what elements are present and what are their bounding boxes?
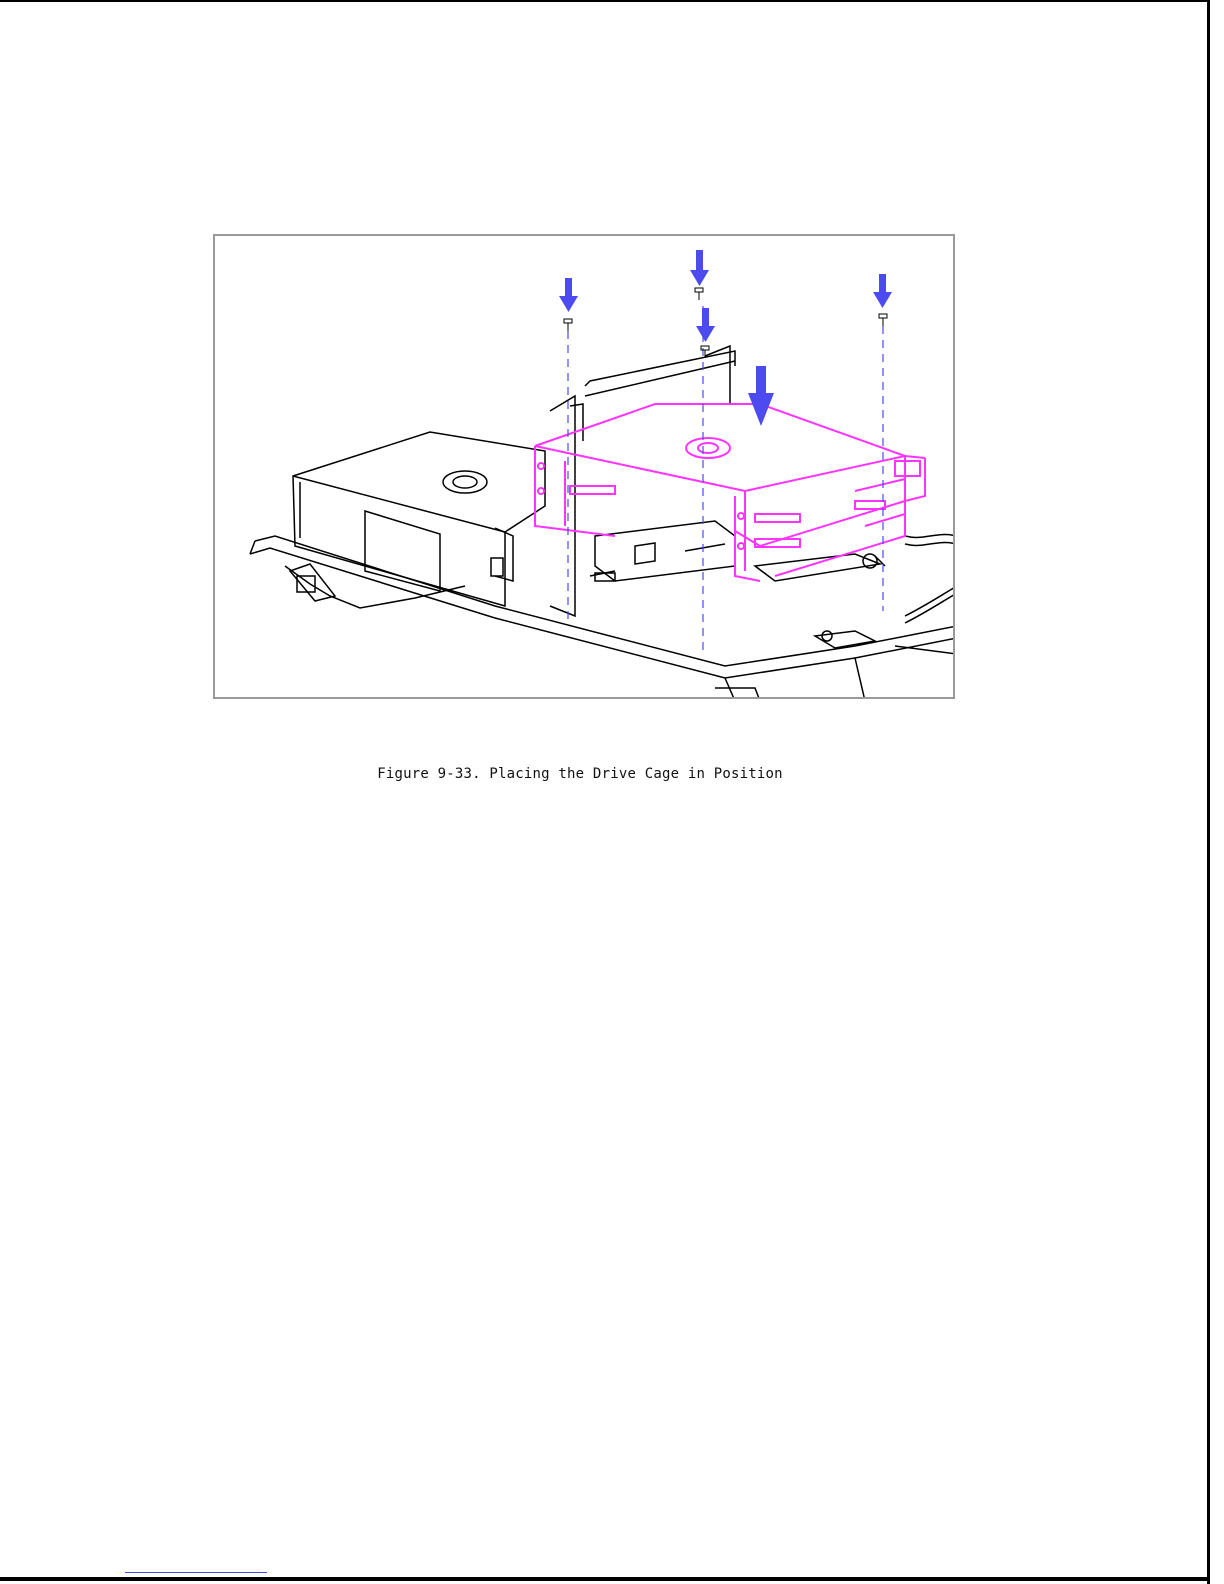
- down-arrow-icon: [690, 250, 709, 286]
- right-border: [1207, 0, 1210, 1584]
- screw-icon: [695, 288, 703, 300]
- drive-cage-installation-illustration: [215, 236, 955, 699]
- chassis-tray: [250, 536, 955, 699]
- memory-board: [755, 554, 880, 581]
- screw-icon: [564, 319, 572, 331]
- rear-bracket: [550, 346, 735, 616]
- down-arrow-icon: [873, 274, 892, 308]
- down-arrow-icon: [696, 308, 715, 342]
- floppy-drive: [293, 432, 545, 606]
- bottom-border: [0, 1577, 1210, 1581]
- lower-drive: [590, 521, 735, 581]
- figure-frame: [213, 234, 955, 699]
- screw-icon: [879, 314, 887, 326]
- top-border: [0, 0, 1210, 2]
- alignment-lines: [568, 306, 883, 656]
- bottom-link[interactable]: [125, 1572, 267, 1573]
- down-arrow-icon: [748, 366, 774, 426]
- figure-caption: Figure 9-33. Placing the Drive Cage in Position: [377, 766, 783, 782]
- arrows: [559, 250, 892, 426]
- down-arrow-icon: [559, 278, 578, 312]
